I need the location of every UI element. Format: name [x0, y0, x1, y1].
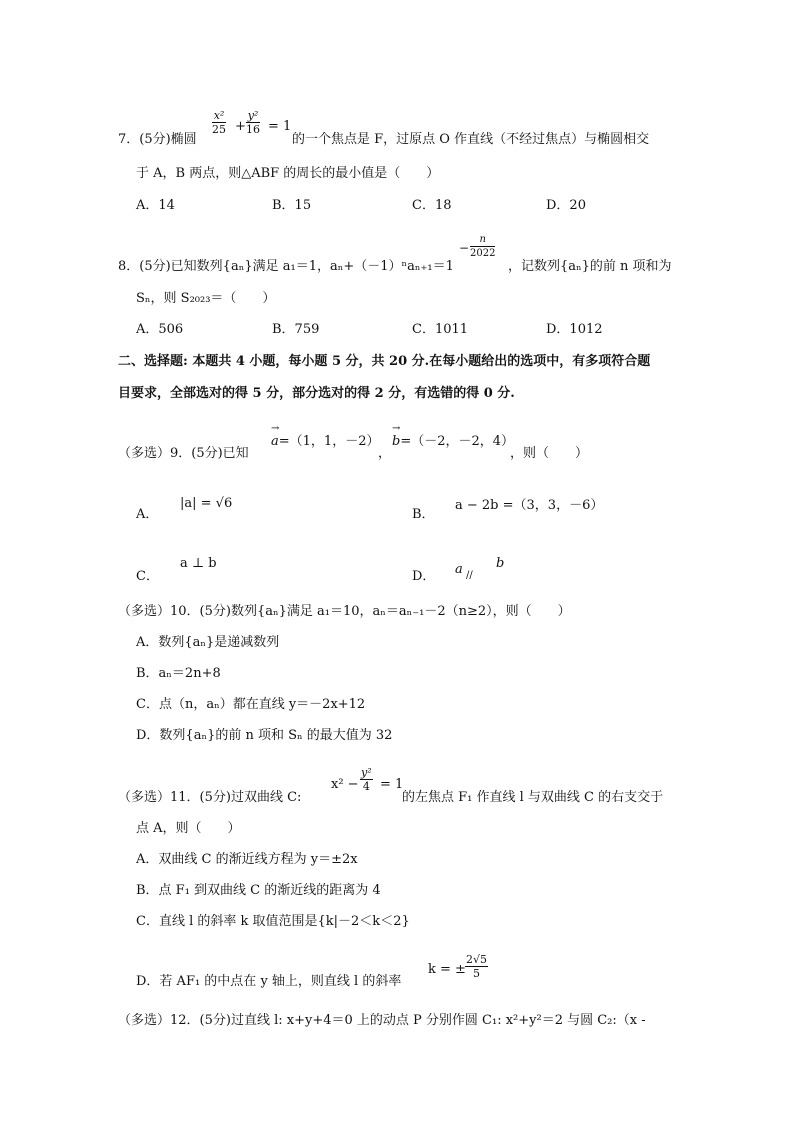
q7-plus: + [235, 119, 246, 134]
q9-tail: ，则（ ） [510, 446, 589, 461]
q9-vector-a: → a=（1，1，－2） [271, 430, 379, 449]
section-2-line2: 目要求，全部选对的得 5 分，部分选对的得 2 分，有选错的得 0 分. [118, 386, 515, 401]
q10-option-c: C．点（n，aₙ）都在直线 y＝－2x+12 [136, 697, 366, 712]
q9-vector-b: → b=（－2，－2，4） [392, 430, 514, 449]
q11-option-d-k: k = ± [428, 962, 466, 977]
q7-equals: = 1 [268, 119, 292, 134]
q9-option-c-math: a ⊥ b [180, 556, 217, 571]
q7-option-b: B．15 [272, 198, 312, 213]
q9-option-a-label: A． [136, 507, 159, 522]
q8-option-b: B．759 [272, 322, 320, 337]
q9-option-d-label: D． [412, 569, 436, 584]
q11-eq-end: = 1 [380, 777, 404, 792]
q11-eq-x: x² − [331, 777, 359, 792]
q7-fraction-y: $\frac{\text{y²}}{16}$ [246, 109, 260, 136]
q9-option-d-a: a [455, 562, 463, 577]
q9-option-c-label: C． [136, 569, 159, 584]
q8-option-c: C．1011 [412, 322, 469, 337]
q11-option-d: D．若 AF₁ 的中点在 y 轴上，则直线 l 的斜率 [136, 974, 402, 989]
q11-fraction: $\frac{\text{y²}}{4}$ [361, 766, 372, 793]
q7-option-d: D．20 [546, 198, 586, 213]
q11-option-c: C．直线 l 的斜率 k 取值范围是{k|－2＜k＜2} [136, 914, 410, 929]
q11-option-b: B．点 F₁ 到双曲线 C 的渐近线的距离为 4 [136, 883, 381, 898]
q7-line2: 于 A，B 两点，则△ABF 的周长的最小值是（ ） [136, 166, 440, 181]
q9-option-b-math: a − 2b =（3，3，－6） [455, 498, 604, 513]
q7-tail: 的一个焦点是 F，过原点 O 作直线（不经过焦点）与椭圆相交 [292, 132, 650, 147]
q8-tail: ，记数列{aₙ}的前 n 项和为 [508, 259, 672, 274]
q9-option-d-parallel: // [466, 570, 473, 581]
q8-option-a: A．506 [136, 322, 184, 337]
q11-option-a: A．双曲线 C 的渐近线方程为 y＝±2x [136, 852, 358, 867]
q8-exponent-fraction: $\frac{n}{2022}$ [470, 234, 496, 259]
section-2-line1: 二、选择题: 本题共 4 小题，每小题 5 分，共 20 分.在每小题给出的选项中，有多项符合题 [118, 354, 651, 369]
q11-line2: 点 A，则（ ） [136, 821, 241, 836]
q8-lead: 8．(5分)已知数列{aₙ}满足 a₁＝1，aₙ+（－1）ⁿaₙ₊₁＝1 [118, 259, 454, 274]
q11-option-d-fraction: $\frac{2√5}{5}$ [466, 953, 488, 980]
q9-comma: ， [378, 446, 392, 461]
q7-option-a: A．14 [136, 198, 175, 213]
q7-fraction-x: $\frac{\text{x²}}{25}$ [212, 109, 226, 136]
q9-option-d-b: b [496, 556, 505, 571]
q12-lead: （多选）12．(5分)过直线 l: x+y+4＝0 上的动点 P 分别作圆 C₁: x²+y²＝2 与圆 C₂:（x - [118, 1013, 646, 1028]
q10-option-b: B．aₙ＝2n+8 [136, 666, 221, 681]
q9-lead: （多选）9．(5分)已知 [118, 446, 249, 461]
q7-option-c: C．18 [412, 198, 452, 213]
q8-line2: Sₙ，则 S₂₀₂₃＝（ ） [136, 291, 276, 306]
q10-lead: （多选）10．(5分)数列{aₙ}满足 a₁＝10，aₙ＝aₙ₋₁－2（n≥2），则（ ） [118, 604, 571, 619]
q11-lead: （多选）11．(5分)过双曲线 C: [118, 790, 302, 805]
q8-exponent-sign: − [459, 241, 470, 255]
q8-option-d: D．1012 [546, 322, 603, 337]
q10-option-a: A．数列{aₙ}是递减数列 [136, 635, 280, 650]
q9-option-a-math: |a| = √6 [180, 496, 233, 511]
q9-option-b-label: B． [412, 507, 435, 522]
q10-option-d: D．数列{aₙ}的前 n 项和 Sₙ 的最大值为 32 [136, 728, 393, 743]
q11-tail: 的左焦点 F₁ 作直线 l 与双曲线 C 的右支交于 [402, 790, 664, 805]
q7-lead: 7．(5分)椭圆 [118, 132, 197, 147]
